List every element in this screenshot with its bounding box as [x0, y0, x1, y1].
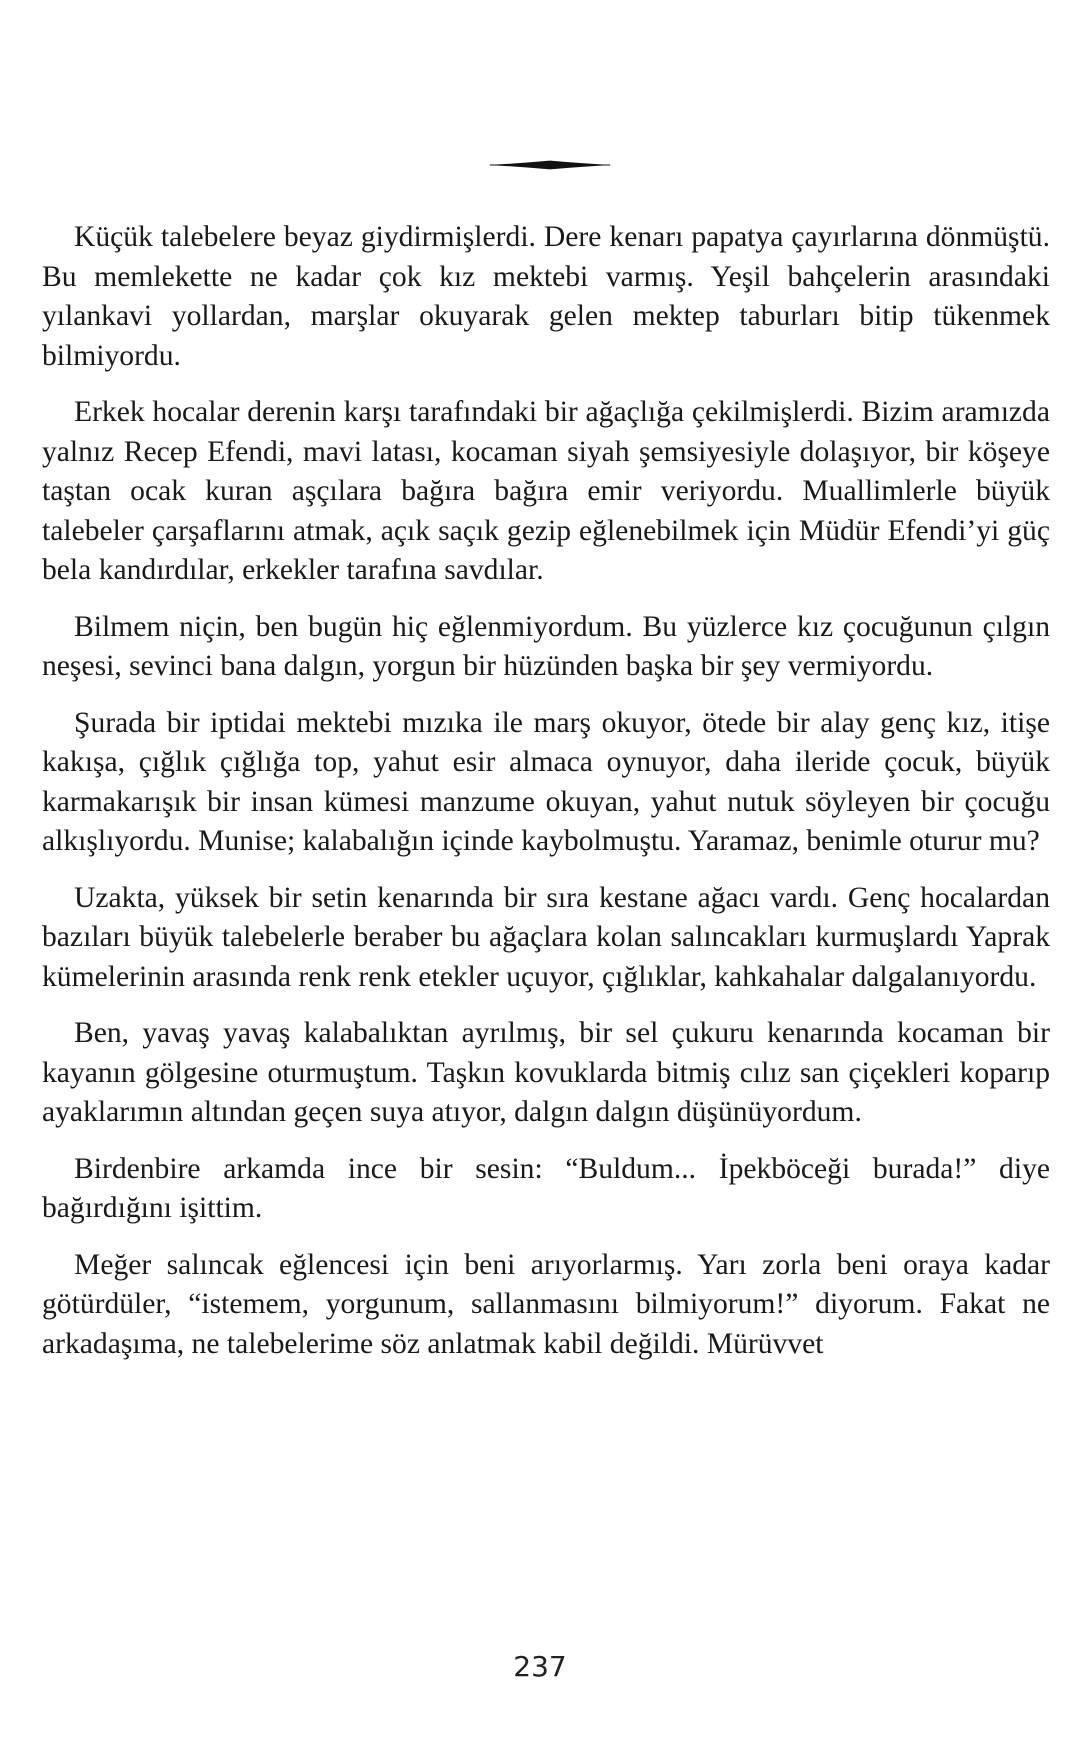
paragraph-8: Meğer salıncak eğlencesi için beni arıyorlarmış. Yarı zorla beni oraya kadar götürdüler, “istemem, yorgunum, sallanmasını bilmiyorum!” diyorum. Fakat ne arkadaşıma, ne talebelerime söz anlatmak kabil değildi. Mürüvvet [42, 1248, 1050, 1360]
paragraph-4: Şurada bir iptidai mektebi mızıka ile marş okuyor, ötede bir alay genç kız, itişe kakışa, çığlık çığlığa top, yahut esir almaca oynuyor, daha ileride çocuk, büyük karmakarışık bir insan kümesi manzume okuyan, yahut nutuk söyleyen bir çocuğu alkışlıyordu. Munise; kalabalığın içinde kaybolmuştu. Yaramaz, benimle oturur mu? [42, 706, 1050, 857]
paragraph-5: Uzakta, yüksek bir setin kenarında bir sıra kestane ağacı vardı. Genç hocalardan bazıları büyük talebelerle beraber bu ağaçlara kolan salıncakları kurmuşlardı Yaprak kümelerinin arasında renk renk etekler uçuyor, çığlıklar, kahkahalar dalgalanıyordu. [42, 881, 1050, 993]
body-text [42, 218, 1050, 1364]
paragraph-1: Küçük talebelere beyaz giydirmişlerdi. Dere kenarı papatya çayırlarına dönmüştü. Bu memlekette ne kadar çok kız mektebi varmış. Yeşil bahçelerin arasındaki yılankavi yollardan, marşlar okuyarak gelen mektep taburları bitip tükenmek bilmiyordu. [42, 221, 1050, 372]
paragraph-3: Bilmem niçin, ben bugün hiç eğlenmiyordum. Bu yüzlerce kız çocuğunun çılgın neşesi, sevinci bana dalgın, yorgun bir hüzünden başka bir şey vermiyordu. [42, 610, 1050, 682]
ornament-divider-icon [488, 160, 612, 170]
paragraph-2: Erkek hocalar derenin karşı tarafındaki bir ağaçlığa çekilmişlerdi. Bizim aramızda yalnız Recep Efendi, mavi latası, kocaman siyah şemsiyesiyle dolaşıyor, bir köşeye taştan ocak kuran aşçılara bağıra bağıra emir veriyordu. Muallimlerle büyük talebeler çarşaflarını atmak, açık saçık gezip eğlenebilmek için Müdür Efendi’yi güç bela kandırdılar, erkekler tarafına savdılar. [42, 396, 1050, 586]
page-number: 237 [513, 1650, 567, 1683]
paragraph-7: Birdenbire arkamda ince bir sesin: “Buldum... İpekböceği burada!” diye bağırdığını işittim. [42, 1152, 1050, 1224]
paragraph-6: Ben, yavaş yavaş kalabalıktan ayrılmış, bir sel çukuru kenarında kocaman bir kayanın gölgesine oturmuştum. Taşkın kovuklarda bitmiş cılız san çiçekleri koparıp ayaklarımın altından geçen suya atıyor, dalgın dalgın düşünüyordum. [42, 1017, 1050, 1128]
